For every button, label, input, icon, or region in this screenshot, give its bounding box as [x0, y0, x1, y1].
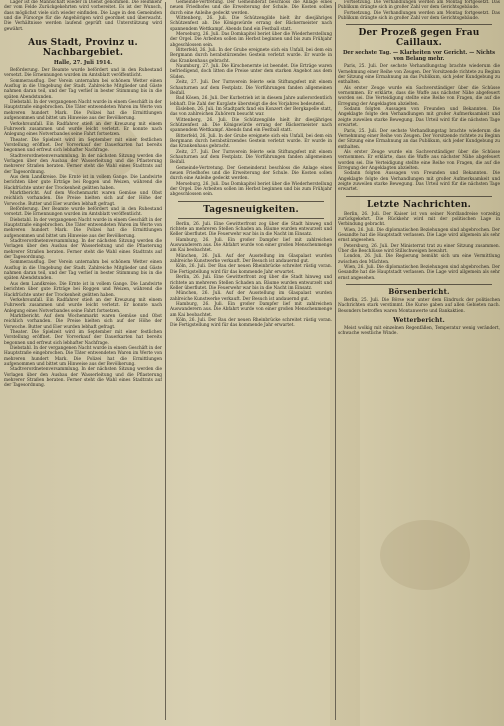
article-paragraph: Merseburg, 26. Juli. Das Domkapitel beriet über die Wiederherstellung der Orgel. Die Arbeiten sollen im Herbst beginnen und bis zum Frühjahr abgeschlossen sein. [170, 181, 332, 198]
latest-paragraph: Berlin, 26. Juli. Der Kaiser ist von seiner Nordlandreise vorzeitig zurückgekehrt. Die Rückkehr wird mit der politischen Lage in Verbindung gebracht. [338, 211, 500, 228]
article-paragraph: Gemeinde-Vertretung. Der Gemeinderat beschloss die Anlage eines neuen Friedhofes und die Erweiterung der Schule. Die Kosten sollen durch eine Anleihe gedeckt werden. [170, 0, 332, 16]
article-paragraph: Als erster Zeuge wurde ein Sachverständiger über die Schüsse vernommen. Er erklärte, dass die Waffe aus nächster Nähe abgefeuert worden sei. Die Verteidigung stellte eine Reihe von Fragen, die auf die Erregung der Angeklagten abzielten. [338, 149, 500, 171]
news-paragraph: Hamburg, 26. Juli. Ein großer Dampfer lief mit zahlreichen Auswanderern aus. Die Abfahrt wurde von einer großen Menschenmenge am Kai beobachtet. [170, 237, 332, 254]
section-heading-market: Börsenbericht. [388, 287, 450, 297]
column-2 [170, 0, 332, 726]
trial-subheading: Der sechste Tag. — Klarheiten vor Gericht. — Nichts von Belang mehr. [342, 50, 496, 63]
col3-intro: Fortsetzung. Die Verhandlungen werden am Montag fortgesetzt. Das Publikum drängte sich in großer Zahl vor dem Gerichtsgebäude. [338, 10, 500, 22]
divider [346, 196, 492, 197]
col1-intro: Lager ist die Mannschaft wieder in Dienst genommen. Die Heimkehr der vom Felde Zurückgekehrten wird vorbereitet. Es ist der Wunsch, dass möglichst viele sich wieder einfinden. Die Lage in den Gemeinden und die Fürsorge für die Angehörigen wird geordnet und überwacht. Die Verhältnisse werden laufend geprüft und Unterstützung wird gewährt. [4, 0, 162, 32]
weather-paragraph: Meist wolkig mit einzelnen Regenfällen, Temperatur wenig verändert, schwache westliche Winde. [338, 326, 500, 337]
news-paragraph: München, 26. Juli. Auf der Ausstellung im Glaspalast wurden zahlreiche Kunstwerke verkauft. Der Besuch ist andauernd gut. [170, 291, 332, 302]
section-heading-weather: Wetterbericht. [393, 317, 445, 325]
article-paragraph: Zeitz, 27. Juli. Der Turnverein feierte sein Stiftungsfest mit einem Schauturnen auf dem Festplatz. Die Vorführungen fanden allgemeinen Beifall. [170, 80, 332, 96]
article-paragraph: Beförderung. Der Beamte wurde befördert und in den Ruhestand versetzt. Die Ernennungen wurden im Amtsblatt veröffentlicht. [4, 68, 162, 79]
article-paragraph: Sodann folgten Aussagen von Freunden und Bekannten. Die Angeklagte folgte den Verhandlungen mit großer Aufmerksamkeit und zeigte zuweilen starke Bewegung. Das Urteil wird für die nächsten Tage erwartet. [338, 171, 500, 193]
article-paragraph: Aus dem Landkreise. Die Ernte ist in vollem Gange. Die Landwirte berichten über gute Erträge bei Roggen und Weizen, während die Hackfrüchte unter der Trockenheit gelitten haben. [4, 174, 162, 191]
dateline: Halle, 27. Juli 1914. [53, 60, 113, 67]
article-paragraph: Merseburg, 26. Juli. Das Domkapitel beriet über die Wiederherstellung der Orgel. Die Arbeiten sollen im Herbst beginnen und bis zum Frühjahr abgeschlossen sein. [170, 32, 332, 48]
article-paragraph: Verkehrsunfall. Ein Radfahrer stieß an der Kreuzung mit einem Fuhrwerk zusammen und wurde leicht verletzt. Er konnte nach Anlegung eines Notverbandes seine Fahrt fortsetzen. [4, 297, 162, 314]
article-paragraph: Bitterfeld, 26. Juli. In der Grube ereignete sich ein Unfall, bei dem ein Bergmann durch herabstürzendes Gestein verletzt wurde. Er wurde in das Krankenhaus gebracht. [170, 48, 332, 64]
article-paragraph: Naumburg, 27. Juli. Die Kirschenernte ist beendet. Die Erträge waren befriedigend, doch litten die Preise unter dem starken Angebot aus dem Süden. [170, 64, 332, 80]
divider [178, 218, 324, 219]
article-paragraph: Bad Kösen, 26. Juli. Der Kurbetrieb ist in diesem Jahre außerordentlich lebhaft. Die Zahl der Kurgäste übersteigt die des Vorjahres bedeutend. [170, 96, 332, 107]
section-heading-latest: Letzte Nachrichten. [367, 199, 471, 210]
article-paragraph: Zeitz, 27. Juli. Der Turnverein feierte sein Stiftungsfest mit einem Schauturnen auf dem Festplatz. Die Vorführungen fanden allgemeinen Beifall. [170, 149, 332, 166]
article-paragraph: Marktbericht. Auf dem Wochenmarkt waren Gemüse und Obst reichlich vorhanden. Die Preise hielten sich auf der Höhe der Vorwoche. Butter und Eier wurden lebhaft gefragt. [4, 190, 162, 207]
latest-paragraph: Wien, 26. Juli. Die diplomatischen Beziehungen sind abgebrochen. Der Gesandte hat die Hauptstadt verlassen. Die Lage wird allgemein als sehr ernst angesehen. [338, 265, 500, 281]
article-paragraph: Stadtverordnetenversammlung. In der nächsten Sitzung werden die Vorlagen über den Ausbau der Wasserleitung und die Pflasterung mehrerer Straßen beraten. Ferner steht die Wahl eines Stadtrats auf der Tagesordnung. [4, 239, 162, 261]
divider [178, 201, 324, 202]
article-paragraph: Eisleben, 26. Juli. Im Stadtpark fand ein Konzert der Bergkapelle statt, das von zahlreichen Zuhörern besucht war. [170, 106, 332, 118]
article-paragraph: Beförderung. Der Beamte wurde befördert und in den Ruhestand versetzt. Die Ernennungen wurden im Amtsblatt veröffentlicht. [4, 207, 162, 218]
news-paragraph: Köln, 26. Juli. Der Bau der neuen Rheinbrücke schreitet rüstig voran. Die Fertigstellung wird für das kommende Jahr erwartet. [170, 264, 332, 275]
article-paragraph: Diebstahl. In der vergangenen Nacht wurde in einem Geschäft in der Hauptstraße eingebrochen. Die Täter entwendeten Waren im Werte von mehreren hundert Mark. Die Polizei hat die Ermittlungen aufgenommen und bittet um Hinweise aus der Bevölkerung. [4, 217, 162, 239]
article-paragraph: Diebstahl. In der vergangenen Nacht wurde in einem Geschäft in der Hauptstraße eingebrochen. Die Täter entwendeten Waren im Werte von mehreren hundert Mark. Die Polizei hat die Ermittlungen aufgenommen und bittet um Hinweise aus der Bevölkerung. [4, 345, 162, 367]
article-paragraph: Stadtverordnetenversammlung. In der nächsten Sitzung werden die Vorlagen über den Ausbau der Wasserleitung und die Pflasterung mehrerer Straßen beraten. Ferner steht die Wahl eines Stadtrats auf der Tagesordnung. [4, 153, 162, 175]
news-paragraph: Berlin, 26. Juli. Eine Gewitterfront zog über die Stadt hinweg und richtete an mehreren Stellen Schaden an. Bäume wurden entwurzelt und Keller überflutet. Die Feuerwehr war bis in die Nacht im Einsatz. [170, 221, 332, 238]
column-rule [335, 2, 336, 720]
article-paragraph: Diebstahl. In der vergangenen Nacht wurde in einem Geschäft in der Hauptstraße eingebrochen. Die Täter entwendeten Waren im Werte von mehreren hundert Mark. Die Polizei hat die Ermittlungen aufgenommen und bittet um Hinweise aus der Bevölkerung. [4, 100, 162, 122]
market-paragraph: Berlin, 25. Juli. Die Börse war unter dem Eindruck der politischen Nachrichten stark verstimmt. Die Kurse gaben auf allen Gebieten nach. Besonders betroffen waren Montanwerte und Bankaktien. [338, 298, 500, 314]
article-paragraph: Wittenberg, 26. Juli. Die Schützengilde hielt ihr diesjähriges Schützenfest ab. Die Königswürde errang der Bäckermeister nach spannendem Wettkampf. Abends fand ein Festball statt. [170, 117, 332, 134]
article-paragraph: Paris, 25. Juli. Der sechste Verhandlungstag brachte wiederum die Vernehmung einer Reihe von Zeugen. Der Vorsitzende richtete zu Beginn der Sitzung eine Ermahnung an das Publikum, sich jeder Kundgebung zu enthalten. [338, 128, 500, 150]
article-paragraph: Sommerausflug. Der Verein unternahm bei schönem Wetter einen Ausflug in die Umgebung der Stadt. Zahlreiche Mitglieder und Gäste nahmen daran teil, und der Tag verlief in bester Stimmung bis in die späten Abendstunden. [4, 78, 162, 100]
latest-paragraph: London, 26. Juli. Die Regierung bemüht sich um eine Vermittlung zwischen den Mächten. [338, 254, 500, 265]
news-paragraph: Berlin, 26. Juli. Eine Gewitterfront zog über die Stadt hinweg und richtete an mehreren Stellen Schaden an. Bäume wurden entwurzelt und Keller überflutet. Die Feuerwehr war bis in die Nacht im Einsatz. [170, 275, 332, 291]
latest-paragraph: Petersburg, 26. Juli. Der Ministerrat trat zu einer Sitzung zusammen. Über die Beschlüsse wird Stillschweigen bewahrt. [338, 243, 500, 255]
column-3 [338, 0, 500, 726]
section-heading-trial: Der Prozeß gegen Frau Caillaux. [358, 28, 480, 49]
divider [346, 24, 492, 25]
news-paragraph: Hamburg, 26. Juli. Ein großer Dampfer lief mit zahlreichen Auswanderern aus. Die Abfahrt wurde von einer großen Menschenmenge am Kai beobachtet. [170, 301, 332, 318]
news-paragraph: Köln, 26. Juli. Der Bau der neuen Rheinbrücke schreitet rüstig voran. Die Fertigstellung wird für das kommende Jahr erwartet. [170, 317, 332, 329]
article-paragraph: Stadtverordnetenversammlung. In der nächsten Sitzung werden die Vorlagen über den Ausbau der Wasserleitung und die Pflasterung mehrerer Straßen beraten. Ferner steht die Wahl eines Stadtrats auf der Tagesordnung. [4, 367, 162, 389]
col3-intro: Fortsetzung. Die Verhandlungen werden am Montag fortgesetzt. Das Publikum drängte sich in großer Zahl vor dem Gerichtsgebäude. [338, 0, 500, 11]
article-paragraph: Gemeinde-Vertretung. Der Gemeinderat beschloss die Anlage eines neuen Friedhofes und die Erweiterung der Schule. Die Kosten sollen durch eine Anleihe gedeckt werden. [170, 165, 332, 182]
article-paragraph: Bitterfeld, 26. Juli. In der Grube ereignete sich ein Unfall, bei dem ein Bergmann durch herabstürzendes Gestein verletzt wurde. Er wurde in das Krankenhaus gebracht. [170, 133, 332, 150]
article-paragraph: Theater. Die Spielzeit wird im September mit einer festlichen Vorstellung eröffnet. Der Vorverkauf der Dauerkarten hat bereits begonnen und erfreut sich lebhafter Nachfrage. [4, 329, 162, 346]
article-paragraph: Theater. Die Spielzeit wird im September mit einer festlichen Vorstellung eröffnet. Der Vorverkauf der Dauerkarten hat bereits begonnen und erfreut sich lebhafter Nachfrage. [4, 137, 162, 154]
column-1 [4, 0, 162, 726]
divider [346, 284, 492, 285]
article-paragraph: Als erster Zeuge wurde ein Sachverständiger über die Schüsse vernommen. Er erklärte, dass die Waffe aus nächster Nähe abgefeuert worden sei. Die Verteidigung stellte eine Reihe von Fragen, die auf die Erregung der Angeklagten abzielten. [338, 85, 500, 107]
article-paragraph: Aus dem Landkreise. Die Ernte ist in vollem Gange. Die Landwirte berichten über gute Erträge bei Roggen und Weizen, während die Hackfrüchte unter der Trockenheit gelitten haben. [4, 281, 162, 298]
column-rule [165, 2, 166, 720]
article-paragraph: Sommerausflug. Der Verein unternahm bei schönem Wetter einen Ausflug in die Umgebung der Stadt. Zahlreiche Mitglieder und Gäste nahmen daran teil, und der Tag verlief in bester Stimmung bis in die späten Abendstunden. [4, 260, 162, 282]
article-paragraph: Marktbericht. Auf dem Wochenmarkt waren Gemüse und Obst reichlich vorhanden. Die Preise hielten sich auf der Höhe der Vorwoche. Butter und Eier wurden lebhaft gefragt. [4, 313, 162, 330]
article-paragraph: Sodann folgten Aussagen von Freunden und Bekannten. Die Angeklagte folgte den Verhandlungen mit großer Aufmerksamkeit und zeigte zuweilen starke Bewegung. Das Urteil wird für die nächsten Tage erwartet. [338, 107, 500, 129]
latest-paragraph: Wien, 26. Juli. Die diplomatischen Beziehungen sind abgebrochen. Der Gesandte hat die Hauptstadt verlassen. Die Lage wird allgemein als sehr ernst angesehen. [338, 227, 500, 244]
news-paragraph: München, 26. Juli. Auf der Ausstellung im Glaspalast wurden zahlreiche Kunstwerke verkauft. Der Besuch ist andauernd gut. [170, 253, 332, 265]
article-paragraph: Verkehrsunfall. Ein Radfahrer stieß an der Kreuzung mit einem Fuhrwerk zusammen und wurde leicht verletzt. Er konnte nach Anlegung eines Notverbandes seine Fahrt fortsetzen. [4, 121, 162, 138]
section-heading-news: Tagesneuigkeiten. [203, 204, 299, 215]
article-paragraph: Paris, 25. Juli. Der sechste Verhandlungstag brachte wiederum die Vernehmung einer Reihe von Zeugen. Der Vorsitzende richtete zu Beginn der Sitzung eine Ermahnung an das Publikum, sich jeder Kundgebung zu enthalten. [338, 64, 500, 86]
article-paragraph: Wittenberg, 26. Juli. Die Schützengilde hielt ihr diesjähriges Schützenfest ab. Die Königswürde errang der Bäckermeister nach spannendem Wettkampf. Abends fand ein Festball statt. [170, 16, 332, 32]
section-heading-local: Aus Stadt, Provinz u. Nachbargebiet. [28, 38, 138, 59]
